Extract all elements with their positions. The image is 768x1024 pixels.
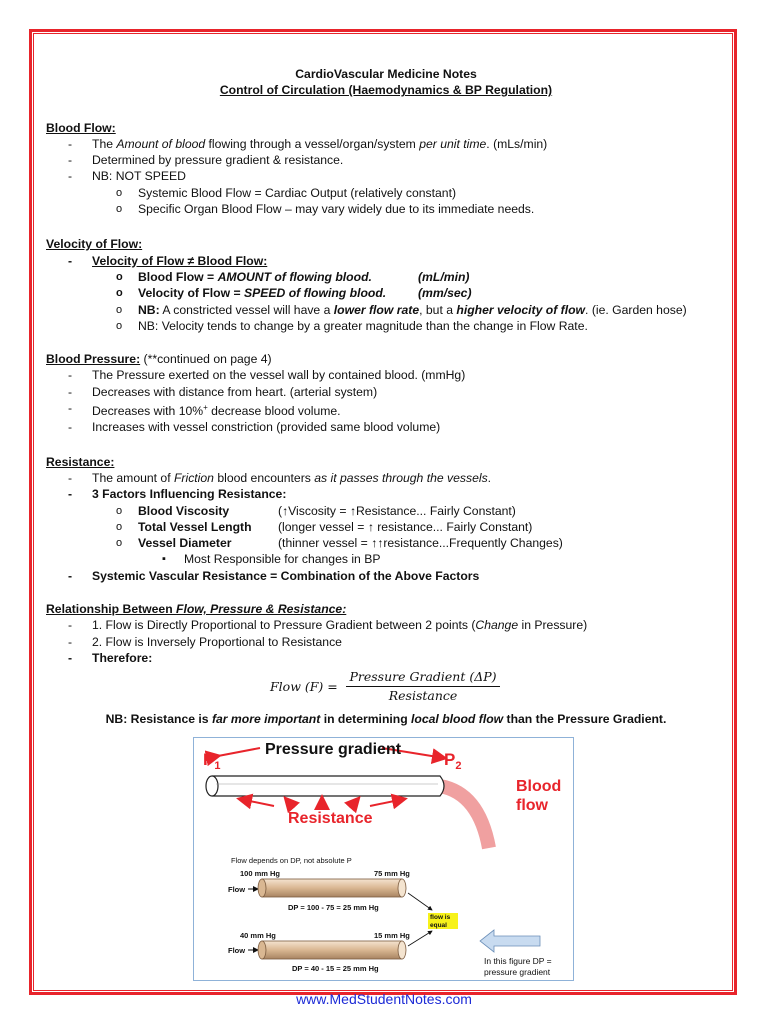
list-item: - The amount of Friction blood encounters as it passes through the vessels.: [46, 470, 726, 486]
section-heading-resistance: Resistance:: [46, 454, 115, 469]
note-line-1: In this figure DP =: [484, 956, 552, 966]
tube1: [262, 879, 402, 897]
document-subtitle: Control of Circulation (Haemodynamics & BP Regulation): [219, 83, 553, 98]
document-title: CardioVascular Medicine Notes: [295, 67, 477, 81]
notes-page: [46, 66, 726, 728]
list-item: - Decreases with 10%+ decrease blood volume.: [46, 400, 726, 419]
section-heading-blood-pressure: Blood Pressure: (**continued on page 4): [46, 352, 272, 367]
resistance-arrow: [240, 799, 274, 806]
vessel-opening: [206, 776, 218, 796]
note-line-2: pressure gradient: [484, 967, 551, 977]
list-subitem: o Blood Flow = AMOUNT of flowing blood. (mL/min): [46, 269, 726, 285]
tube2-flow-label: Flow: [228, 946, 246, 955]
pressure-gradient-figure: [193, 737, 574, 981]
list-subitem: o Total Vessel Length (longer vessel = ↑ resistance... Fairly Constant): [46, 519, 726, 535]
list-item: - The Pressure exerted on the vessel wall by contained blood. (mmHg): [46, 367, 726, 383]
formula-lhs: Flow (F) =: [270, 679, 338, 695]
blood-flow-band: [440, 786, 489, 848]
resistance-label: Resistance: [288, 810, 373, 827]
list-subitem: o Blood Viscosity (↑Viscosity = ↑Resistance... Fairly Constant): [46, 503, 726, 519]
tube1-flow-label: Flow: [228, 885, 246, 894]
resistance-arrow: [370, 799, 404, 806]
list-item: - The Amount of blood flowing through a vessel/organ/system per unit time. (mLs/min): [46, 136, 726, 152]
gradient-arrow-left: [218, 748, 260, 756]
tube2: [262, 941, 402, 959]
tube1-dp: DP = 100 - 75 = 25 mm Hg: [288, 903, 379, 912]
tube2-dp: DP = 40 - 15 = 25 mm Hg: [292, 964, 379, 973]
p1-label: $P_1$: [203, 750, 221, 772]
resistance-arrow: [350, 799, 358, 808]
list-item: - Velocity of Flow ≠ Blood Flow:: [46, 253, 726, 269]
list-item: - Therefore:: [46, 650, 726, 666]
list-item: - Systemic Vascular Resistance = Combination of the Above Factors: [46, 568, 726, 584]
list-item: - NB: NOT SPEED: [46, 168, 726, 184]
p2-label: $P_2$: [444, 750, 462, 772]
dp-caption: Flow depends on DP, not absolute P: [231, 856, 352, 865]
resistance-arrow: [286, 799, 294, 808]
flow-equal-label-2: equal: [430, 922, 447, 929]
list-item: - 1. Flow is Directly Proportional to Pressure Gradient between 2 points (Change in Pressure): [46, 617, 726, 633]
list-subitem: o Systemic Blood Flow = Cardiac Output (relatively constant): [46, 185, 726, 201]
list-item: - Increases with vessel constriction (provided same blood volume): [46, 419, 726, 435]
list-subitem: o NB: Velocity tends to change by a greater magnitude than the change in Flow Rate.: [46, 318, 726, 334]
pressure-gradient-label: Pressure gradient: [265, 741, 402, 758]
vessel-tube: [212, 776, 444, 796]
tube2-left-pressure: 40 mm Hg: [240, 931, 276, 940]
list-subitem: o Specific Organ Blood Flow – may vary widely due to its immediate needs.: [46, 201, 726, 217]
section-heading-relationship: Relationship Between Flow, Pressure & Resistance:: [46, 602, 347, 617]
tube1-right-pressure: 75 mm Hg: [374, 869, 410, 878]
section-heading-blood-flow: Blood Flow:: [46, 120, 116, 135]
list-subitem: o NB: A constricted vessel will have a lower flow rate, but a higher velocity of flow. (ie. Garden hose): [46, 302, 726, 318]
list-subsubitem: ▪ Most Responsible for changes in BP: [46, 551, 726, 567]
footer-url[interactable]: www.MedStudentNotes.com: [296, 991, 472, 1007]
note-arrow: [480, 930, 540, 952]
blood-label: Blood: [516, 778, 562, 795]
flow-formula: [46, 669, 726, 705]
section-heading-velocity: Velocity of Flow:: [46, 237, 143, 252]
flow-equal-label-1: flow is: [430, 914, 451, 921]
flow-label: flow: [516, 797, 548, 814]
tube2-right-pressure: 15 mm Hg: [374, 931, 410, 940]
list-item: - 2. Flow is Inversely Proportional to Resistance: [46, 634, 726, 650]
list-item: - 3 Factors Influencing Resistance:: [46, 486, 726, 502]
formula-numerator: Pressure Gradient (ΔP): [349, 669, 497, 685]
list-subitem: o Velocity of Flow = SPEED of flowing blood. (mm/sec): [46, 285, 726, 301]
list-item: - Decreases with distance from heart. (arterial system): [46, 384, 726, 400]
formula-fraction-bar: [346, 686, 500, 687]
list-item: - Determined by pressure gradient & resistance.: [46, 152, 726, 168]
nb-note: NB: Resistance is far more important in determining local blood flow than the Pressure Gradient.: [105, 712, 667, 727]
formula-denominator: Resistance: [388, 688, 458, 704]
tube1-left-pressure: 100 mm Hg: [240, 869, 281, 878]
list-subitem: o Vessel Diameter (thinner vessel = ↑↑resistance...Frequently Changes): [46, 535, 726, 551]
